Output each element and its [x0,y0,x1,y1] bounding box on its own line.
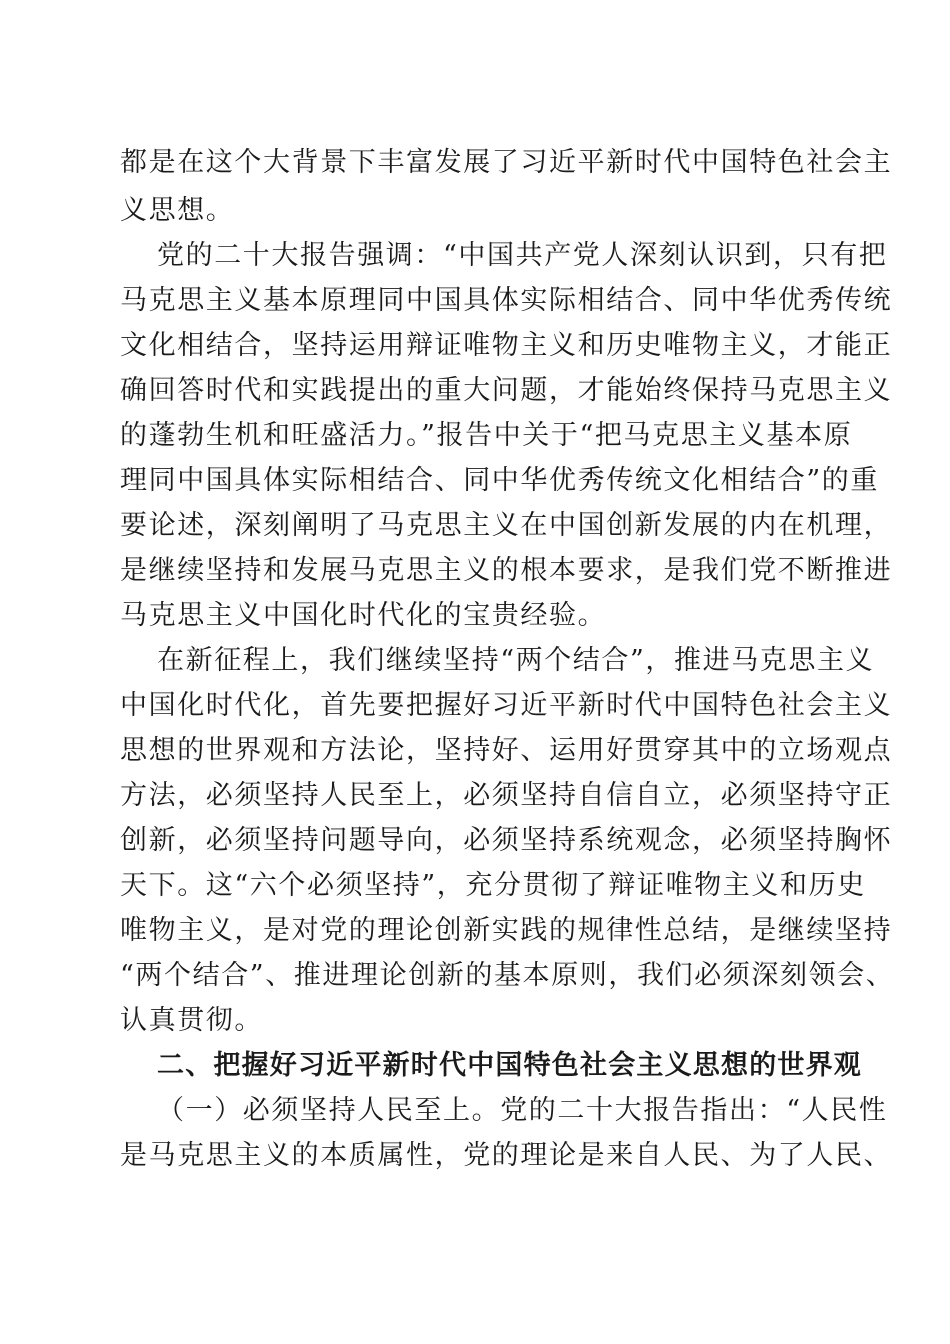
text-line: 的蓬勃生机和旺盛活力。”报告中关于“把马克思主义基本原 [120,420,853,451]
text-line: 义思想。 [120,195,235,226]
text-line: 认真贯彻。 [120,1005,263,1036]
text-line: “两个结合”、推进理论创新的基本原则，我们必须深刻领会、 [120,960,895,991]
text-line: 是继续坚持和发展马克思主义的根本要求，是我们党不断推进 [120,555,893,586]
text-line: 中国化时代化，首先要把握好习近平新时代中国特色社会主义 [120,690,893,721]
text-line: 要论述，深刻阐明了马克思主义在中国创新发展的内在机理， [120,510,893,541]
text-line: 理同中国具体实际相结合、同中华优秀传统文化相结合”的重 [120,465,880,496]
text-line: 马克思主义基本原理同中国具体实际相结合、同中华优秀传统 [120,285,893,316]
text-line: 马克思主义中国化时代化的宝贵经验。 [120,600,607,631]
text-line: 确回答时代和实践提出的重大问题，才能始终保持马克思主义 [120,375,893,406]
text-line: 是马克思主义的本质属性，党的理论是来自人民、为了人民、 [120,1140,893,1171]
text-line: 唯物主义，是对党的理论创新实践的规律性总结，是继续坚持 [120,915,893,946]
section-heading: 二、把握好习近平新时代中国特色社会主义思想的世界观 [157,1050,862,1081]
paragraph-start-line: 党的二十大报告强调：“中国共产党人深刻认识到，只有把 [157,240,888,271]
text-line: 都是在这个大背景下丰富发展了习近平新时代中国特色社会主 [120,147,893,178]
text-line: 思想的世界观和方法论，坚持好、运用好贯穿其中的立场观点 [120,735,893,766]
text-line: 天下。这“六个必须坚持”，充分贯彻了辩证唯物主义和历史 [120,870,866,901]
paragraph-start-line: 在新征程上，我们继续坚持“两个结合”，推进马克思主义 [157,645,875,676]
text-line: 方法，必须坚持人民至上，必须坚持自信自立，必须坚持守正 [120,780,893,811]
text-line: 创新，必须坚持问题导向，必须坚持系统观念，必须坚持胸怀 [120,825,893,856]
paragraph-start-line: （一）必须坚持人民至上。党的二十大报告指出：“人民性 [157,1095,888,1126]
text-line: 文化相结合，坚持运用辩证唯物主义和历史唯物主义，才能正 [120,330,893,361]
